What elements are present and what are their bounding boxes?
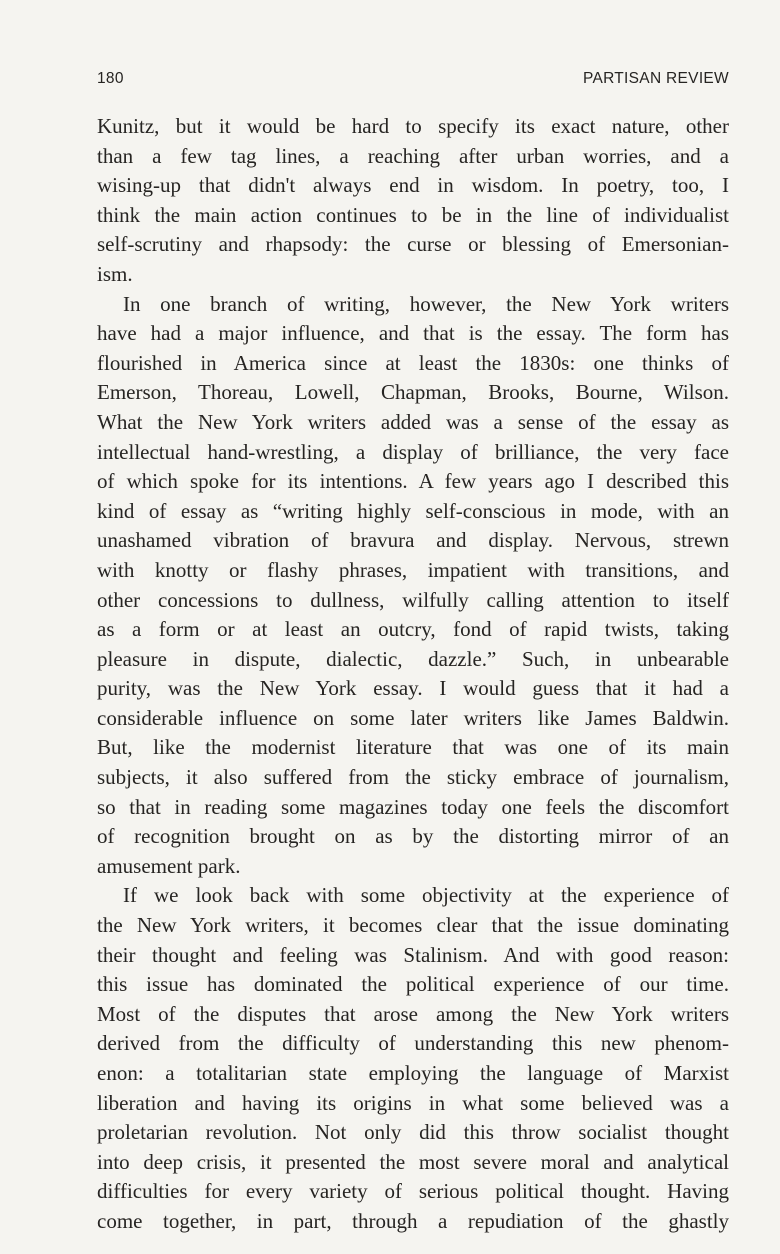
text-line: self-scrutiny and rhapsody: the curse or blessing of Emersonian- [97, 232, 729, 257]
text-line: pleasure in dispute, dialectic, dazzle.” Such, in unbearable [97, 646, 729, 671]
text-line: of recognition brought on as by the distorting mirror of an [97, 824, 729, 849]
text-line: proletarian revolution. Not only did this throw socialist thought [97, 1120, 729, 1145]
text-line: unashamed vibration of bravura and display. Nervous, strewn [97, 528, 729, 553]
text-line: What the New York writers added was a sense of the essay as [97, 409, 729, 434]
text-line: wising-up that didn't always end in wisdom. In poetry, too, I [97, 173, 729, 198]
running-head-journal-title: PARTISAN REVIEW [582, 70, 729, 87]
paragraph [97, 290, 729, 882]
text-line: come together, in part, through a repudiation of the ghastly [97, 1208, 729, 1233]
text-line: ism. [97, 261, 133, 286]
text-line: of which spoke for its intentions. A few years ago I described this [97, 469, 729, 494]
paragraph [97, 112, 729, 290]
text-line: the New York writers, it becomes clear that the issue dominating [97, 913, 729, 938]
text-line: than a few tag lines, a reaching after urban worries, and a [97, 143, 729, 168]
text-line: Most of the disputes that arose among the New York writers [97, 1001, 729, 1026]
text-line: difficulties for every variety of serious political thought. Having [97, 1179, 729, 1204]
text-line: have had a major influence, and that is the essay. The form has [97, 321, 729, 346]
text-line: In one branch of writing, however, the New York writers [123, 291, 729, 316]
text-line: kind of essay as “writing highly self-conscious in mode, with an [97, 498, 729, 523]
text-line: If we look back with some objectivity at the experience of [123, 883, 729, 908]
article-body [97, 112, 729, 1237]
text-line: Kunitz, but it would be hard to specify its exact nature, other [97, 114, 729, 138]
text-line: as a form or at least an outcry, fond of rapid twists, taking [97, 617, 729, 642]
text-line: amusement park. [97, 853, 241, 878]
text-line: enon: a totalitarian state employing the language of Marxist [97, 1061, 729, 1085]
text-line: into deep crisis, it presented the most severe moral and analytical [97, 1149, 729, 1174]
text-line: with knotty or flashy phrases, impatient with transitions, and [97, 557, 729, 582]
text-line: think the main action continues to be in the line of individualist [97, 202, 729, 227]
text-line: flourished in America since at least the 1830s: one thinks of [97, 350, 729, 375]
text-line: purity, was the New York essay. I would guess that it had a [97, 676, 729, 701]
text-line: other concessions to dullness, wilfully calling attention to itself [97, 587, 729, 612]
text-line: considerable influence on some later writers like James Baldwin. [97, 705, 729, 730]
text-line: Emerson, Thoreau, Lowell, Chapman, Brooks, Bourne, Wilson. [97, 380, 729, 405]
text-line: But, like the modernist literature that was one of its main [97, 735, 729, 760]
page-number: 180 [97, 70, 124, 87]
text-line: so that in reading some magazines today one feels the discomfort [97, 794, 729, 819]
paragraph [97, 881, 729, 1236]
text-line: intellectual hand-wrestling, a display of brilliance, the very face [97, 439, 729, 464]
text-line: liberation and having its origins in what some believed was a [97, 1090, 729, 1115]
text-line: this issue has dominated the political experience of our time. [97, 972, 729, 997]
text-line: subjects, it also suffered from the sticky embrace of journalism, [97, 765, 729, 790]
text-line: derived from the difficulty of understanding this new phenom- [97, 1031, 729, 1056]
text-line: their thought and feeling was Stalinism. And with good reason: [97, 942, 729, 967]
